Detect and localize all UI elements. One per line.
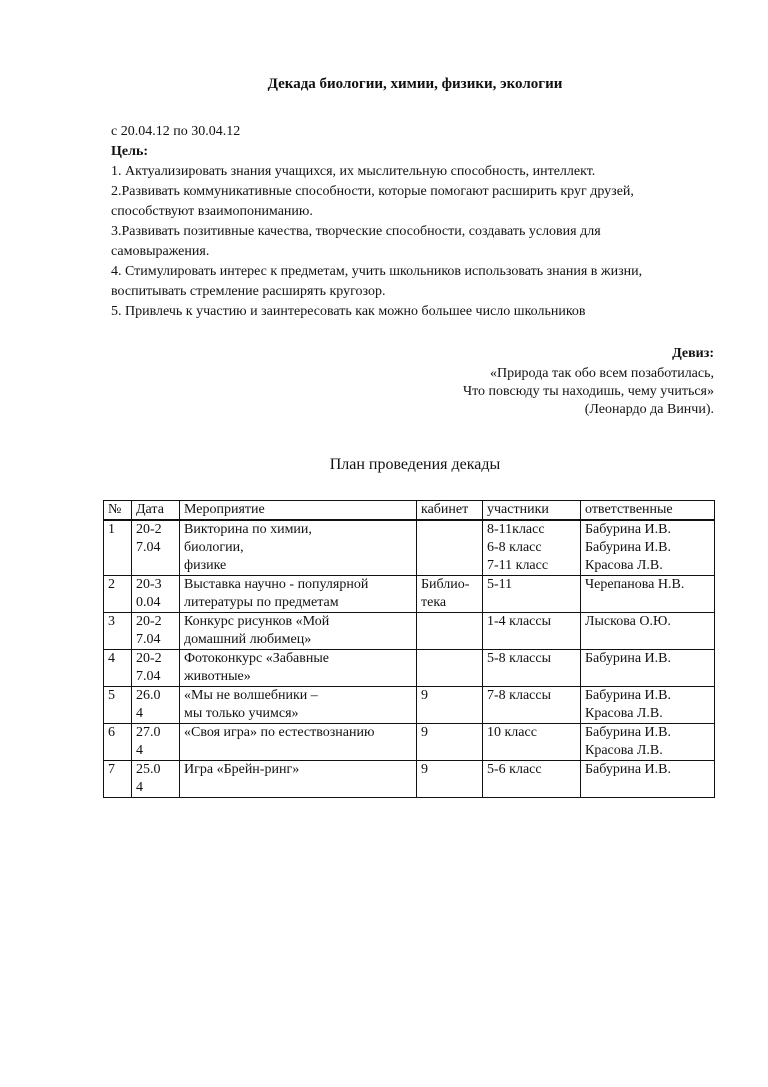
cell-responsible: Лыскова О.Ю.	[581, 613, 715, 650]
cell-participants: 5-8 классы	[483, 650, 581, 687]
cell-room	[417, 520, 483, 576]
cell-event: Конкурс рисунков «Мой домашний любимец»	[180, 613, 417, 650]
plan-title: План проведения декады	[329, 456, 501, 473]
cell-responsible: Бабурина И.В.	[581, 761, 715, 798]
cell-number: 2	[104, 576, 132, 613]
table-row	[104, 613, 715, 650]
table-row	[104, 761, 715, 798]
goal-line: 5. Привлечь к участию и заинтересовать как можно большее число школьников	[111, 304, 586, 319]
cell-responsible: Бабурина И.В.	[581, 650, 715, 687]
cell-number: 6	[104, 724, 132, 761]
header-participants: участники	[483, 501, 581, 521]
document-title: Декада биологии, химии, физики, экологии	[267, 76, 563, 92]
cell-participants: 7-8 классы	[483, 687, 581, 724]
cell-number: 5	[104, 687, 132, 724]
motto-line: Что повсюду ты находишь, чему учиться»	[462, 384, 714, 399]
table-row	[104, 650, 715, 687]
table-row	[104, 520, 715, 576]
table-header-row	[104, 501, 715, 521]
cell-event: Викторина по химии, биологии, физике	[180, 520, 417, 576]
cell-participants: 5-6 класс	[483, 761, 581, 798]
motto-author: (Леонардо да Винчи).	[584, 402, 714, 417]
date-range: с 20.04.12 по 30.04.12	[111, 124, 241, 139]
table-row	[104, 687, 715, 724]
cell-date: 25.0 4	[132, 761, 180, 798]
cell-room: 9	[417, 724, 483, 761]
cell-responsible: Черепанова Н.В.	[581, 576, 715, 613]
goal-line: способствуют взаимопониманию.	[111, 204, 313, 219]
goal-line: 1. Актуализировать знания учащихся, их мыслительную способность, интеллект.	[111, 164, 596, 179]
cell-participants: 5-11	[483, 576, 581, 613]
cell-number: 7	[104, 761, 132, 798]
goal-line: 4. Стимулировать интерес к предметам, учить школьников использовать знания в жизни,	[111, 264, 643, 279]
cell-room	[417, 650, 483, 687]
cell-date: 27.0 4	[132, 724, 180, 761]
header-responsible: ответственные	[581, 501, 715, 521]
cell-date: 26.0 4	[132, 687, 180, 724]
goal-line: самовыражения.	[111, 244, 210, 259]
cell-date: 20-3 0.04	[132, 576, 180, 613]
cell-room: 9	[417, 687, 483, 724]
cell-event: Игра «Брейн-ринг»	[180, 761, 417, 798]
cell-participants: 10 класс	[483, 724, 581, 761]
cell-event: Фотоконкурс «Забавные животные»	[180, 650, 417, 687]
header-number: №	[104, 501, 132, 521]
goal-label: Цель:	[111, 144, 149, 159]
cell-number: 3	[104, 613, 132, 650]
cell-room	[417, 613, 483, 650]
motto-label: Девиз:	[672, 346, 714, 361]
plan-table	[103, 500, 715, 798]
cell-event: «Своя игра» по естествознанию	[180, 724, 417, 761]
cell-event: «Мы не волшебники – мы только учимся»	[180, 687, 417, 724]
header-event: Мероприятие	[180, 501, 417, 521]
cell-room: 9	[417, 761, 483, 798]
cell-number: 4	[104, 650, 132, 687]
cell-date: 20-2 7.04	[132, 613, 180, 650]
cell-number: 1	[104, 520, 132, 576]
table-row	[104, 724, 715, 761]
cell-event: Выставка научно - популярной литературы по предметам	[180, 576, 417, 613]
header-room: кабинет	[417, 501, 483, 521]
cell-participants: 1-4 классы	[483, 613, 581, 650]
table-row	[104, 576, 715, 613]
cell-date: 20-2 7.04	[132, 650, 180, 687]
cell-date: 20-2 7.04	[132, 520, 180, 576]
header-date: Дата	[132, 501, 180, 521]
cell-participants: 8-11класс 6-8 класс 7-11 класс	[483, 520, 581, 576]
cell-responsible: Бабурина И.В. Красова Л.В.	[581, 724, 715, 761]
cell-responsible: Бабурина И.В. Красова Л.В.	[581, 687, 715, 724]
motto-line: «Природа так обо всем позаботилась,	[489, 366, 714, 381]
goal-line: 3.Развивать позитивные качества, творческие способности, создавать условия для	[111, 224, 601, 239]
cell-responsible: Бабурина И.В. Бабурина И.В. Красова Л.В.	[581, 520, 715, 576]
goal-line: 2.Развивать коммуникативные способности, которые помогают расширить круг друзей,	[111, 184, 634, 199]
goal-line: воспитывать стремление расширять кругозор.	[111, 284, 386, 299]
cell-room: Библио- тека	[417, 576, 483, 613]
